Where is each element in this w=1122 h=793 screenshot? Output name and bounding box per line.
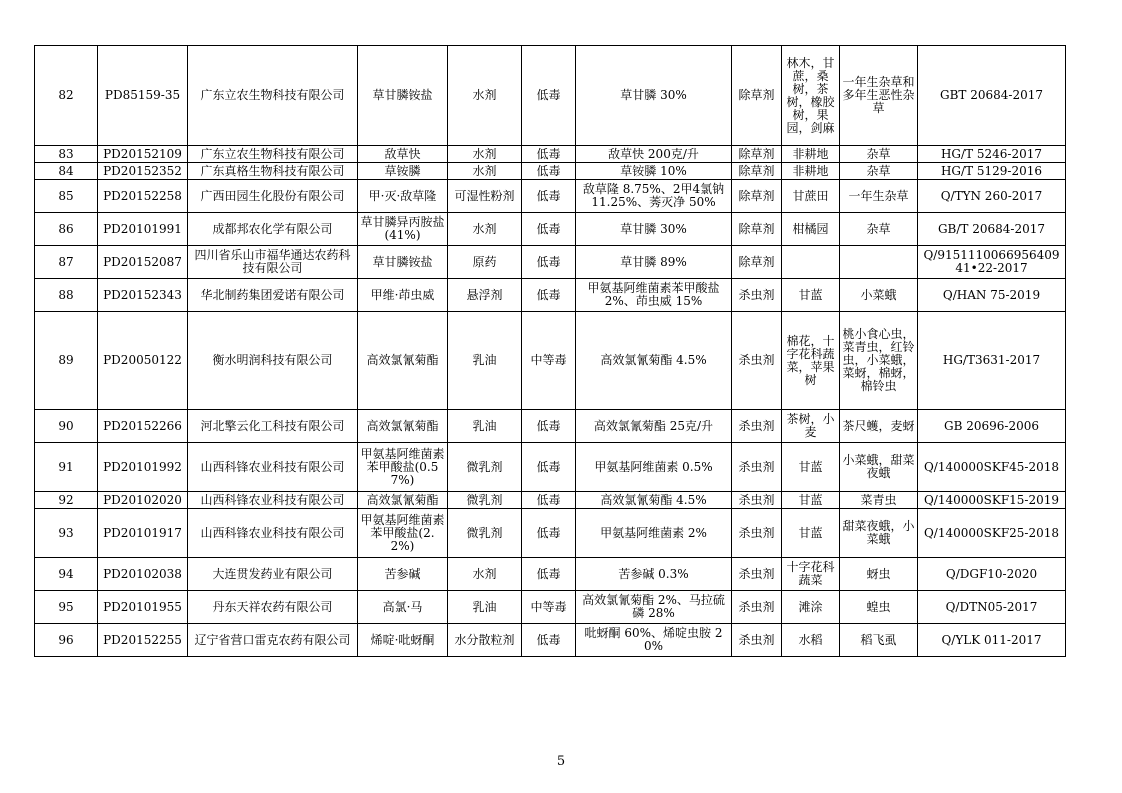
row-number-cell: 89 — [35, 312, 98, 410]
control-target-cell: 小菜蛾，甜菜夜蛾 — [840, 443, 918, 492]
formulation-cell: 水剂 — [448, 146, 522, 163]
pesticide-type-cell: 杀虫剂 — [732, 279, 782, 312]
product-name-cell: 甲·灭·敌草隆 — [358, 180, 448, 213]
company-name-cell: 广东真格生物科技有限公司 — [188, 163, 358, 180]
table-row — [35, 146, 1066, 163]
crop-site-cell: 甘蓝 — [782, 509, 840, 558]
company-name-cell: 山西科锋农业科技有限公司 — [188, 443, 358, 492]
crop-site-cell: 甘蔗田 — [782, 180, 840, 213]
product-name-cell: 草甘膦铵盐 — [358, 246, 448, 279]
product-name-cell: 草甘膦铵盐 — [358, 46, 448, 146]
registration-number-cell: PD20152109 — [98, 146, 188, 163]
formulation-cell: 可湿性粉剂 — [448, 180, 522, 213]
row-number-cell: 84 — [35, 163, 98, 180]
toxicity-cell: 低毒 — [522, 146, 576, 163]
registration-number-cell: PD20152343 — [98, 279, 188, 312]
formulation-cell: 悬浮剂 — [448, 279, 522, 312]
active-ingredient-cell: 草甘膦 30% — [576, 46, 732, 146]
formulation-cell: 水剂 — [448, 46, 522, 146]
company-name-cell: 四川省乐山市福华通达农药科技有限公司 — [188, 246, 358, 279]
active-ingredient-cell: 苦参碱 0.3% — [576, 558, 732, 591]
registration-number-cell: PD20152352 — [98, 163, 188, 180]
standard-code-cell: Q/DGF10-2020 — [918, 558, 1066, 591]
control-target-cell: 甜菜夜蛾，小菜蛾 — [840, 509, 918, 558]
company-name-cell: 衡水明润科技有限公司 — [188, 312, 358, 410]
standard-code-cell: HG/T 5246-2017 — [918, 146, 1066, 163]
active-ingredient-cell: 高效氯氰菊酯 4.5% — [576, 492, 732, 509]
pesticide-type-cell: 除草剂 — [732, 163, 782, 180]
crop-site-cell: 非耕地 — [782, 146, 840, 163]
crop-site-cell: 甘蓝 — [782, 443, 840, 492]
table-row — [35, 624, 1066, 657]
active-ingredient-cell: 草铵膦 10% — [576, 163, 732, 180]
row-number-cell: 82 — [35, 46, 98, 146]
product-name-cell: 高效氯氰菊酯 — [358, 492, 448, 509]
registration-number-cell: PD20050122 — [98, 312, 188, 410]
control-target-cell: 杂草 — [840, 163, 918, 180]
active-ingredient-cell: 敌草隆 8.75%、2甲4氯钠 11.25%、莠灭净 50% — [576, 180, 732, 213]
toxicity-cell: 低毒 — [522, 492, 576, 509]
formulation-cell: 微乳剂 — [448, 492, 522, 509]
table-row — [35, 492, 1066, 509]
registration-number-cell: PD85159-35 — [98, 46, 188, 146]
pesticide-type-cell: 杀虫剂 — [732, 558, 782, 591]
active-ingredient-cell: 吡蚜酮 60%、烯啶虫胺 20% — [576, 624, 732, 657]
active-ingredient-cell: 甲氨基阿维菌素苯甲酸盐 2%、茚虫威 15% — [576, 279, 732, 312]
crop-site-cell — [782, 246, 840, 279]
product-name-cell: 草甘膦异丙胺盐(41%) — [358, 213, 448, 246]
product-name-cell: 甲维·茚虫威 — [358, 279, 448, 312]
active-ingredient-cell: 敌草快 200克/升 — [576, 146, 732, 163]
toxicity-cell: 低毒 — [522, 509, 576, 558]
toxicity-cell: 中等毒 — [522, 591, 576, 624]
company-name-cell: 成都邦农化学有限公司 — [188, 213, 358, 246]
active-ingredient-cell: 高效氯氰菊酯 2%、马拉硫磷 28% — [576, 591, 732, 624]
toxicity-cell: 低毒 — [522, 246, 576, 279]
table-row — [35, 46, 1066, 146]
company-name-cell: 丹东天祥农药有限公司 — [188, 591, 358, 624]
company-name-cell: 广东立农生物科技有限公司 — [188, 46, 358, 146]
row-number-cell: 88 — [35, 279, 98, 312]
pesticide-type-cell: 除草剂 — [732, 213, 782, 246]
control-target-cell: 一年生杂草和多年生恶性杂草 — [840, 46, 918, 146]
table-row — [35, 312, 1066, 410]
table-row — [35, 213, 1066, 246]
registration-number-cell: PD20101955 — [98, 591, 188, 624]
table-row — [35, 279, 1066, 312]
row-number-cell: 83 — [35, 146, 98, 163]
product-name-cell: 高氯·马 — [358, 591, 448, 624]
company-name-cell: 辽宁省营口雷克农药有限公司 — [188, 624, 358, 657]
standard-code-cell: GB 20696-2006 — [918, 410, 1066, 443]
crop-site-cell: 十字花科蔬菜 — [782, 558, 840, 591]
pesticide-type-cell: 杀虫剂 — [732, 624, 782, 657]
control-target-cell: 小菜蛾 — [840, 279, 918, 312]
registration-number-cell: PD20101991 — [98, 213, 188, 246]
product-name-cell: 草铵膦 — [358, 163, 448, 180]
table-row — [35, 443, 1066, 492]
crop-site-cell: 滩涂 — [782, 591, 840, 624]
control-target-cell — [840, 246, 918, 279]
standard-code-cell: Q/TYN 260-2017 — [918, 180, 1066, 213]
standard-code-cell: HG/T3631-2017 — [918, 312, 1066, 410]
formulation-cell: 微乳剂 — [448, 509, 522, 558]
active-ingredient-cell: 高效氯氰菊酯 25克/升 — [576, 410, 732, 443]
product-name-cell: 甲氨基阿维菌素苯甲酸盐(0.57%) — [358, 443, 448, 492]
table-body — [35, 46, 1066, 657]
table-row — [35, 410, 1066, 443]
product-name-cell: 甲氨基阿维菌素苯甲酸盐(2.2%) — [358, 509, 448, 558]
toxicity-cell: 低毒 — [522, 558, 576, 591]
registration-number-cell: PD20102020 — [98, 492, 188, 509]
table-row — [35, 246, 1066, 279]
company-name-cell: 山西科锋农业科技有限公司 — [188, 509, 358, 558]
product-name-cell: 烯啶·吡蚜酮 — [358, 624, 448, 657]
toxicity-cell: 低毒 — [522, 279, 576, 312]
standard-code-cell: Q/140000SKF45-2018 — [918, 443, 1066, 492]
active-ingredient-cell: 高效氯氰菊酯 4.5% — [576, 312, 732, 410]
company-name-cell: 华北制药集团爱诺有限公司 — [188, 279, 358, 312]
standard-code-cell: Q/YLK 011-2017 — [918, 624, 1066, 657]
control-target-cell: 茶尺蠖，麦蚜 — [840, 410, 918, 443]
registration-number-cell: PD20101992 — [98, 443, 188, 492]
row-number-cell: 86 — [35, 213, 98, 246]
toxicity-cell: 低毒 — [522, 624, 576, 657]
control-target-cell: 菜青虫 — [840, 492, 918, 509]
formulation-cell: 乳油 — [448, 312, 522, 410]
table-row — [35, 163, 1066, 180]
registration-number-cell: PD20152255 — [98, 624, 188, 657]
product-name-cell: 苦参碱 — [358, 558, 448, 591]
registration-table-container — [34, 45, 1066, 657]
control-target-cell: 稻飞虱 — [840, 624, 918, 657]
toxicity-cell: 中等毒 — [522, 312, 576, 410]
pesticide-type-cell: 杀虫剂 — [732, 492, 782, 509]
standard-code-cell: Q/DTN05-2017 — [918, 591, 1066, 624]
active-ingredient-cell: 草甘膦 30% — [576, 213, 732, 246]
company-name-cell: 大连贯发药业有限公司 — [188, 558, 358, 591]
pesticide-type-cell: 除草剂 — [732, 180, 782, 213]
formulation-cell: 原药 — [448, 246, 522, 279]
row-number-cell: 94 — [35, 558, 98, 591]
control-target-cell: 蚜虫 — [840, 558, 918, 591]
company-name-cell: 广西田园生化股份有限公司 — [188, 180, 358, 213]
control-target-cell: 杂草 — [840, 213, 918, 246]
product-name-cell: 敌草快 — [358, 146, 448, 163]
pesticide-type-cell: 杀虫剂 — [732, 410, 782, 443]
registration-number-cell: PD20152087 — [98, 246, 188, 279]
pesticide-type-cell: 杀虫剂 — [732, 509, 782, 558]
row-number-cell: 91 — [35, 443, 98, 492]
page-number: 5 — [556, 754, 566, 769]
active-ingredient-cell: 甲氨基阿维菌素 0.5% — [576, 443, 732, 492]
registration-number-cell: PD20101917 — [98, 509, 188, 558]
pesticide-registration-table — [34, 45, 1066, 657]
standard-code-cell: GB/T 20684-2017 — [918, 213, 1066, 246]
control-target-cell: 一年生杂草 — [840, 180, 918, 213]
row-number-cell: 95 — [35, 591, 98, 624]
pesticide-type-cell: 杀虫剂 — [732, 312, 782, 410]
active-ingredient-cell: 草甘膦 89% — [576, 246, 732, 279]
registration-number-cell: PD20152266 — [98, 410, 188, 443]
standard-code-cell: Q/HAN 75-2019 — [918, 279, 1066, 312]
company-name-cell: 山西科锋农业科技有限公司 — [188, 492, 358, 509]
row-number-cell: 87 — [35, 246, 98, 279]
registration-number-cell: PD20152258 — [98, 180, 188, 213]
row-number-cell: 92 — [35, 492, 98, 509]
crop-site-cell: 茶树，小麦 — [782, 410, 840, 443]
company-name-cell: 广东立农生物科技有限公司 — [188, 146, 358, 163]
standard-code-cell: HG/T 5129-2016 — [918, 163, 1066, 180]
standard-code-cell: GBT 20684-2017 — [918, 46, 1066, 146]
registration-number-cell: PD20102038 — [98, 558, 188, 591]
formulation-cell: 乳油 — [448, 410, 522, 443]
toxicity-cell: 低毒 — [522, 163, 576, 180]
pesticide-type-cell: 除草剂 — [732, 146, 782, 163]
toxicity-cell: 低毒 — [522, 410, 576, 443]
pesticide-type-cell: 杀虫剂 — [732, 591, 782, 624]
table-row — [35, 558, 1066, 591]
formulation-cell: 水分散粒剂 — [448, 624, 522, 657]
control-target-cell: 桃小食心虫，菜青虫，红铃虫，小菜蛾，菜蚜，棉蚜，棉铃虫 — [840, 312, 918, 410]
row-number-cell: 85 — [35, 180, 98, 213]
toxicity-cell: 低毒 — [522, 213, 576, 246]
standard-code-cell: Q/140000SKF15-2019 — [918, 492, 1066, 509]
crop-site-cell: 棉花，十字花科蔬菜，苹果树 — [782, 312, 840, 410]
crop-site-cell: 甘蓝 — [782, 492, 840, 509]
row-number-cell: 93 — [35, 509, 98, 558]
crop-site-cell: 非耕地 — [782, 163, 840, 180]
crop-site-cell: 柑橘园 — [782, 213, 840, 246]
crop-site-cell: 林木，甘蔗，桑树，茶树，橡胶树，果园，剑麻 — [782, 46, 840, 146]
toxicity-cell: 低毒 — [522, 46, 576, 146]
formulation-cell: 水剂 — [448, 163, 522, 180]
active-ingredient-cell: 甲氨基阿维菌素 2% — [576, 509, 732, 558]
toxicity-cell: 低毒 — [522, 443, 576, 492]
product-name-cell: 高效氯氰菊酯 — [358, 410, 448, 443]
product-name-cell: 高效氯氰菊酯 — [358, 312, 448, 410]
pesticide-type-cell: 杀虫剂 — [732, 443, 782, 492]
table-row — [35, 591, 1066, 624]
formulation-cell: 水剂 — [448, 558, 522, 591]
pesticide-type-cell: 除草剂 — [732, 246, 782, 279]
control-target-cell: 蝗虫 — [840, 591, 918, 624]
formulation-cell: 乳油 — [448, 591, 522, 624]
toxicity-cell: 低毒 — [522, 180, 576, 213]
formulation-cell: 微乳剂 — [448, 443, 522, 492]
crop-site-cell: 甘蓝 — [782, 279, 840, 312]
row-number-cell: 96 — [35, 624, 98, 657]
crop-site-cell: 水稻 — [782, 624, 840, 657]
row-number-cell: 90 — [35, 410, 98, 443]
table-row — [35, 509, 1066, 558]
company-name-cell: 河北擎云化工科技有限公司 — [188, 410, 358, 443]
standard-code-cell: Q/140000SKF25-2018 — [918, 509, 1066, 558]
pesticide-type-cell: 除草剂 — [732, 46, 782, 146]
control-target-cell: 杂草 — [840, 146, 918, 163]
table-row — [35, 180, 1066, 213]
formulation-cell: 水剂 — [448, 213, 522, 246]
standard-code-cell: Q/915111006695640941•22-2017 — [918, 246, 1066, 279]
